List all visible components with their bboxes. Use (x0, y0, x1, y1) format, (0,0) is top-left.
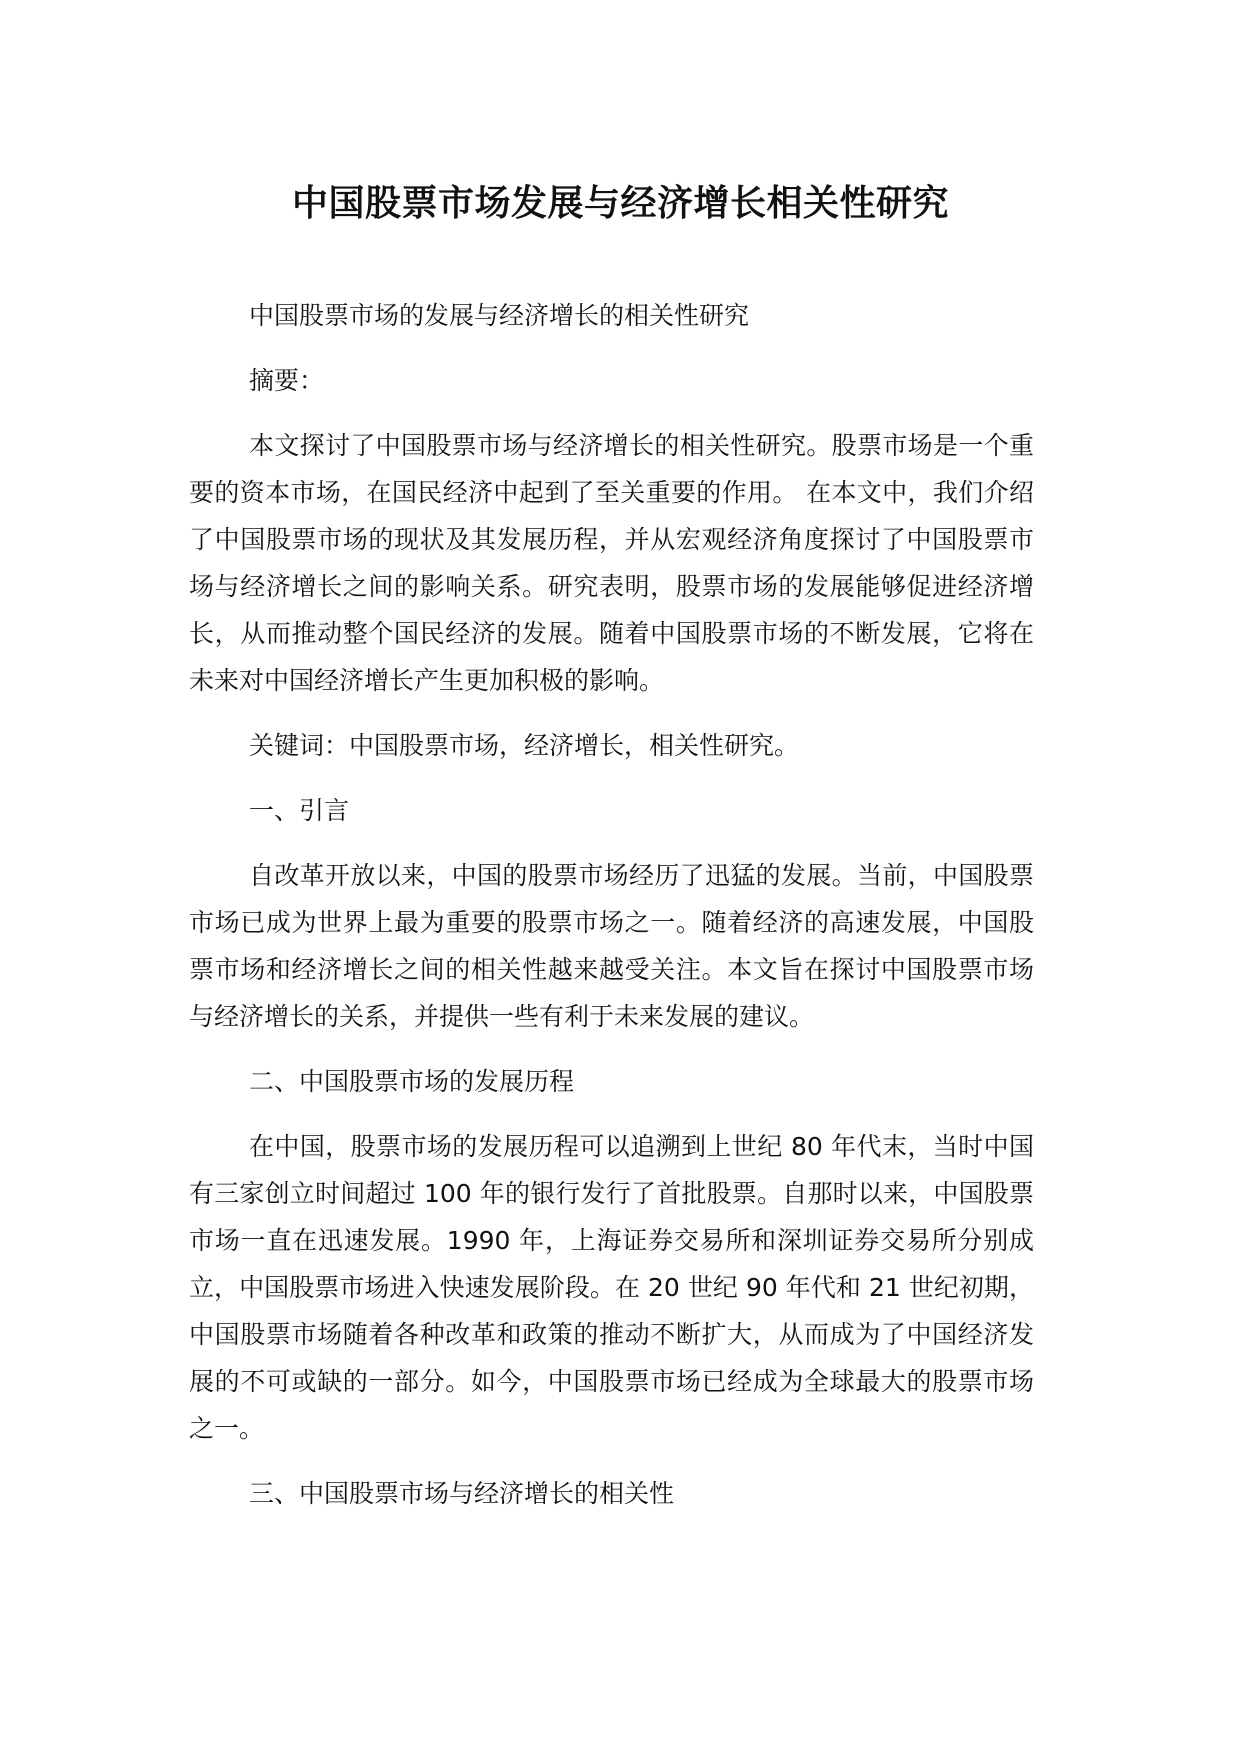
history-paragraph: 在中国，股票市场的发展历程可以追溯到上世纪 80 年代末，当时中国有三家创立时间超过 100 年的银行发行了首批股票。自那时以来，中国股票市场一直在迅速发展。1990 年，上海证券交易所和深圳证券交易所分别成立，中国股票市场进入快速发展阶段。在 20 世纪 90 年代和 21 世纪初期，中国股票市场随着各种改革和政策的推动不断扩大，从而成为了中国经济发展的不可或缺的一部分。如今，中国股票市场已经成为全球最大的股票市场之一。 (189, 1132, 1034, 1443)
introduction-paragraph: 自改革开放以来，中国的股票市场经历了迅猛的发展。当前，中国股票市场已成为世界上最为重要的股票市场之一。随着经济的高速发展，中国股票市场和经济增长之间的相关性越来越受关注。本文旨在探讨中国股票市场与经济增长的关系，并提供一些有利于未来发展的建议。 (189, 861, 1034, 1031)
section-heading-history: 二、中国股票市场的发展历程 (249, 1067, 575, 1096)
document-title: 中国股票市场发展与经济增长相关性研究 (291, 183, 949, 224)
subtitle-paragraph: 中国股票市场的发展与经济增长的相关性研究 (249, 301, 750, 330)
document-body (189, 292, 1049, 1517)
abstract-paragraph: 本文探讨了中国股票市场与经济增长的相关性研究。股票市场是一个重要的资本市场，在国民经济中起到了至关重要的作用。 在本文中，我们介绍了中国股票市场的现状及其发展历程，并从宏观经济角度探讨了中国股票市场与经济增长之间的影响关系。研究表明，股票市场的发展能够促进经济增长，从而推动整个国民经济的发展。随着中国股票市场的不断发展，它将在未来对中国经济增长产生更加积极的影响。 (189, 431, 1034, 695)
section-heading-correlation: 三、中国股票市场与经济增长的相关性 (249, 1479, 675, 1508)
abstract-heading: 摘要： (249, 366, 325, 395)
section-heading-introduction: 一、引言 (249, 796, 350, 825)
keywords-paragraph: 关键词：中国股票市场，经济增长，相关性研究。 (249, 731, 800, 760)
